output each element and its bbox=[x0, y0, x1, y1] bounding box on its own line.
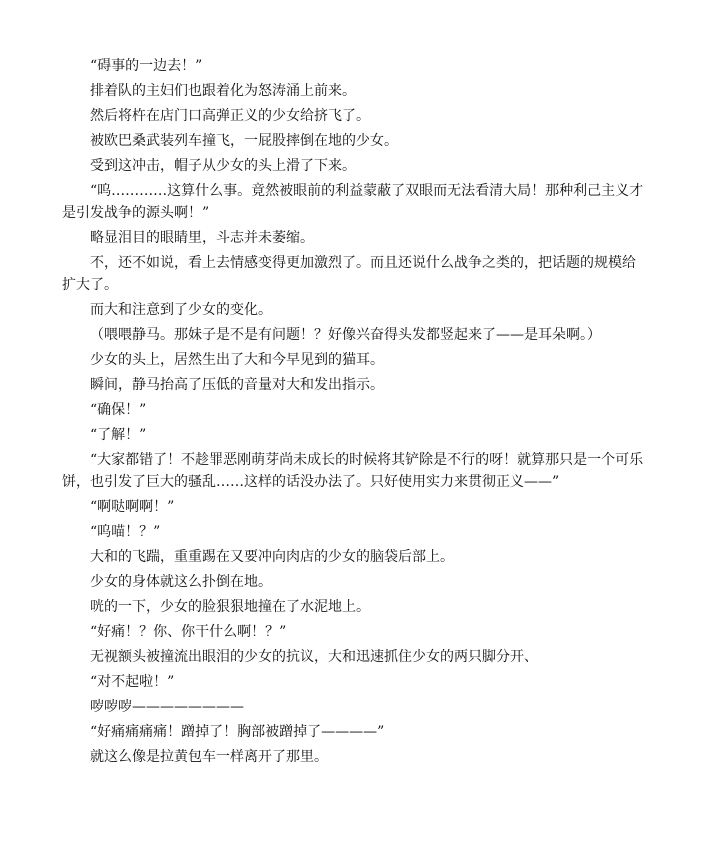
paragraph: （喂喂静马。那妹子是不是有问题！？好像兴奋得头发都竖起来了——是耳朵啊。） bbox=[90, 327, 601, 343]
paragraph: 咣的一下，少女的脸狠狠地撞在了水泥地上。 bbox=[90, 599, 370, 615]
paragraph: “呜…………这算什么事。竟然被眼前的利益蒙蔽了双眼而无法看清大局！那种利己主义才是引发战争的源头啊！” bbox=[62, 183, 644, 221]
paragraph: “大家都错了！不趁罪恶刚萌芽尚未成长的时候将其铲除是不行的呀！就算那只是一个可乐饼，也引发了巨大的骚乱……这样的话没办法了。只好使用实力来贯彻正义——” bbox=[62, 452, 644, 490]
paragraph: “呜喵！？” bbox=[90, 524, 161, 540]
paragraph: 大和的飞踹，重重踢在又要冲向肉店的少女的脑袋后部上。 bbox=[90, 549, 454, 565]
paragraph: 然后将杵在店门口高弹正义的少女给挤飞了。 bbox=[90, 108, 370, 124]
paragraph: 哕哕哕———————— bbox=[90, 699, 244, 715]
paragraph: “对不起啦！” bbox=[90, 674, 175, 690]
paragraph: 受到这冲击，帽子从少女的头上滑了下来。 bbox=[90, 158, 356, 174]
paragraph: 少女的头上，居然生出了大和今早见到的猫耳。 bbox=[90, 352, 384, 368]
paragraph: 而大和注意到了少女的变化。 bbox=[90, 302, 272, 318]
paragraph: “好痛痛痛痛！蹭掉了！胸部被蹭掉了————” bbox=[90, 724, 385, 740]
document-page bbox=[62, 55, 646, 771]
paragraph: “确保！” bbox=[90, 402, 147, 418]
paragraph: 排着队的主妇们也跟着化为怒涛涌上前来。 bbox=[90, 83, 356, 99]
paragraph: 少女的身体就这么扑倒在地。 bbox=[90, 574, 272, 590]
paragraph: 略显泪目的眼睛里，斗志并未萎缩。 bbox=[90, 230, 314, 246]
paragraph: “啊哒啊啊！” bbox=[90, 499, 175, 515]
paragraph: “碍事的一边去！” bbox=[90, 58, 203, 74]
paragraph: 被欧巴桑武装列车撞飞，一屁股摔倒在地的少女。 bbox=[90, 133, 398, 149]
paragraph: 瞬间，静马抬高了压低的音量对大和发出指示。 bbox=[90, 377, 384, 393]
paragraph: “了解！” bbox=[90, 427, 147, 443]
paragraph: “好痛！？你、你干什么啊！？” bbox=[90, 624, 287, 640]
paragraph: 无视额头被撞流出眼泪的少女的抗议，大和迅速抓住少女的两只脚分开、 bbox=[90, 649, 538, 665]
paragraph: 就这么像是拉黄包车一样离开了那里。 bbox=[90, 749, 328, 765]
paragraph: 不，还不如说，看上去情感变得更加激烈了。而且还说什么战争之类的，把话题的规模给扩大了。 bbox=[62, 255, 636, 293]
